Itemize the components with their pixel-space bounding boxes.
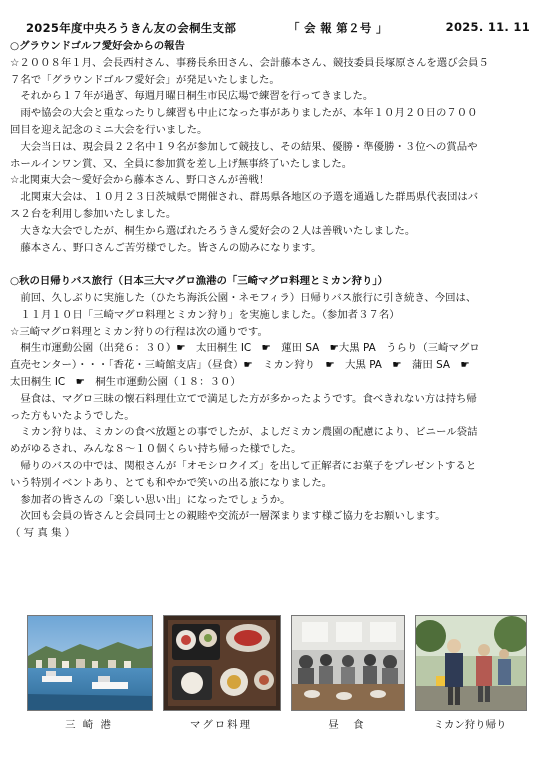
paragraph-line: 昼食は、マグロ三昧の懐石料理仕立てで満足した方が多かったようです。食べきれない方は持ち帰 (10, 392, 477, 405)
paragraph-line: ホールインワン賞、又、全員に参加賞を差し上げ無事終了いたしました。 (10, 157, 353, 170)
section-heading-golf: ○グラウンドゴルフ愛好会からの報告 (10, 40, 185, 52)
issue-date: 2025. 11. 11 (445, 20, 530, 34)
paragraph-line: 帰りのバスの中では、関根さんが「オモシロクイズ」を出して正解者にお菓子をプレゼントすると (10, 459, 477, 472)
paragraph-line: 桐生市運動公園（出発６：３０）☛ 太田桐生 IC ☛ 蓮田 SA ☛大黒 PA うらり（三崎マグロ (10, 342, 480, 355)
paragraph-line: 大会当日は、現会員２２名中１９名が参加して競技し、その結果、優勝・準優勝・３位への賞品や (10, 140, 478, 153)
paragraph-line: 前回、久しぶりに実施した（ひたち海浜公園・ネモフィラ）日帰りバス旅行に引き続き、今回は、 (10, 291, 477, 304)
paragraph-line: いう特別イベントあり、とても和やかで笑いの出る旅になりました。 (10, 476, 333, 489)
paragraph-line: ☆三崎マグロ料理とミカン狩りの行程は次の通りです。 (10, 325, 268, 338)
paragraph-line: 回目を迎え記念のミニ大会を行いました。 (10, 123, 208, 136)
paragraph-line: ☆２００８年１月、会長西村さん、事務長糸田さん、会計藤本さん、競技委員長塚原さんを選び会員５ (10, 56, 489, 69)
paragraph-line: ミカン狩りは、ミカンの食べ放題との事でしたが、よしだミカン農園の配慮により、ビニール袋詰 (10, 426, 478, 439)
paragraph-line: ☆北関東大会～愛好会から藤本さん、野口さんが善戦！ (10, 174, 270, 187)
caption-lunch: 昼 食 (328, 719, 366, 731)
paragraph-line: 大きな大会でしたが、桐生から選ばれたろうきん愛好会の２人は善戦いたしました。 (10, 224, 416, 237)
paragraph-line: 次回も会員の皆さんと会員同士との親睦や交流が一層深まります様ご協力をお願いします。 (10, 510, 446, 523)
paragraph-line: 北関東大会は、１０月２３日茨城県で開催され、群馬県各地区の予選を通過した群馬県代表団はバ (10, 191, 479, 204)
paragraph-line: 参加者の皆さんの「楽しい思い出」になったでしょうか。 (10, 493, 291, 506)
caption-tuna-meal: マグロ料理 (190, 719, 252, 731)
paragraph-line: ス２台を利用し参加いたしました。 (10, 207, 177, 220)
paragraph-line: それから１７年が過ぎ、毎週月曜日桐生市民広場で練習を行ってきました。 (10, 90, 374, 103)
caption-mikan-picking: ミカン狩り帰り (433, 719, 507, 731)
article-body (10, 38, 532, 542)
section-spacer (10, 256, 532, 273)
mikan-picking-photo (415, 615, 527, 711)
header (26, 20, 530, 36)
paragraph-line: めがゆるされ、みんな８～１０個くらい持ち帰った様でした。 (10, 443, 302, 456)
section-heading-bus-trip: ○秋の日帰りバス旅行（日本三大マグロ漁港の「三崎マグロ料理とミカン狩り」） (10, 275, 388, 288)
caption-harbor: 三 崎 港 (65, 719, 113, 731)
paragraph-line: 太田桐生 IC ☛ 桐生市運動公園（１８：３０） (10, 375, 241, 388)
paragraph-line: ７名で「グラウンドゴルフ愛好会」が発足いたしました。 (10, 73, 280, 86)
lunch-photo (291, 615, 405, 711)
photo-gallery (27, 615, 525, 710)
organization-name: 2025年度中央ろうきん友の会桐生支部 (26, 21, 237, 35)
paragraph-line: １１月１０日「三崎マグロ料理とミカン狩り」を実施しました。（参加者３７名） (10, 308, 400, 321)
paragraph-line: 直売センター）・・・「香花・三崎館支店」（昼食）☛ ミカン狩り ☛ 大黒 PA ☛ 蒲田 SA ☛ (10, 359, 470, 372)
paragraph-line: った方もいたようでした。 (10, 409, 135, 422)
paragraph-line: 藤本さん、野口さんご苦労様でした。皆さんの励みになります。 (10, 241, 322, 254)
tuna-meal-photo (163, 615, 281, 711)
bulletin-title: 「 会 報 第２号 」 (288, 21, 388, 35)
photo-album-label: （ 写 真 集 ） (10, 527, 76, 540)
harbor-photo (27, 615, 153, 711)
paragraph-line: 雨や協会の大会と重なったりし練習も中止になった事がありましたが、本年１０月２０日の７００ (10, 107, 478, 120)
